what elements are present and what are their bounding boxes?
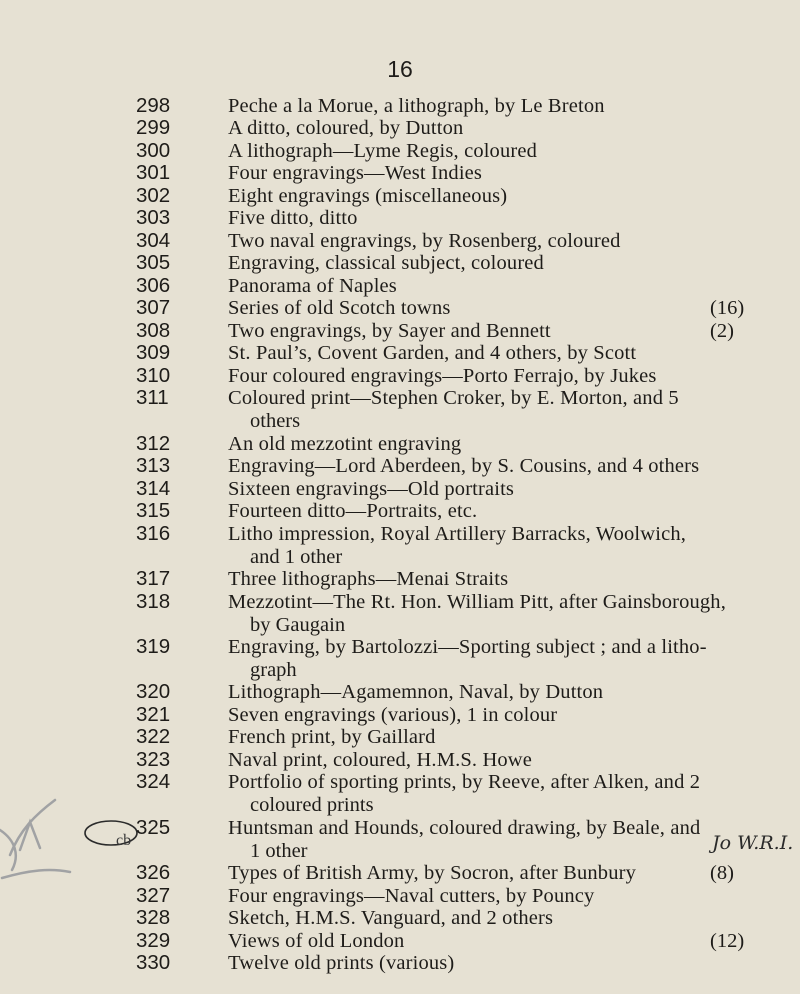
lot-number: 303 bbox=[136, 206, 171, 229]
lot-number: 311 bbox=[136, 386, 169, 409]
lot-description: Panorama of Naples bbox=[228, 275, 397, 297]
lot-description: Sketch, H.M.S. Vanguard, and 2 others bbox=[228, 907, 554, 929]
lot-number: 315 bbox=[136, 499, 171, 522]
lot-description: Views of old London bbox=[228, 930, 405, 952]
lot-number: 300 bbox=[136, 139, 171, 162]
lot-number: 304 bbox=[136, 229, 171, 252]
lot-number: 299 bbox=[136, 116, 171, 139]
lot-description: Naval print, coloured, H.M.S. Howe bbox=[228, 749, 533, 771]
lot-description: A ditto, coloured, by Dutton bbox=[228, 117, 464, 139]
lot-description: Eight engravings (miscellaneous) bbox=[228, 185, 508, 207]
handwritten-margin-note: Jo W.R.I. bbox=[712, 832, 794, 854]
lot-description: Huntsman and Hounds, coloured drawing, by Beale, and bbox=[228, 817, 701, 839]
lot-description-continuation: by Gaugain bbox=[250, 614, 346, 636]
lot-description: French print, by Gaillard bbox=[228, 726, 436, 748]
lot-description: Two naval engravings, by Rosenberg, coloured bbox=[228, 230, 621, 252]
lot-number: 307 bbox=[136, 296, 171, 319]
lot-description: Engraving, by Bartolozzi—Sporting subject ; and a litho- bbox=[228, 636, 707, 658]
lot-description: Litho impression, Royal Artillery Barracks, Woolwich, bbox=[228, 523, 686, 545]
lot-number: 328 bbox=[136, 906, 171, 929]
lot-description: Four engravings—West Indies bbox=[228, 162, 483, 184]
lot-number: 317 bbox=[136, 567, 171, 590]
lot-description: St. Paul’s, Covent Garden, and 4 others, by Scott bbox=[228, 342, 637, 364]
lot-description: Four engravings—Naval cutters, by Pouncy bbox=[228, 885, 595, 907]
lot-description-continuation: and 1 other bbox=[250, 546, 343, 568]
lot-number: 323 bbox=[136, 748, 171, 771]
lot-number: 302 bbox=[136, 184, 171, 207]
lot-description: A lithograph—Lyme Regis, coloured bbox=[228, 140, 537, 162]
lot-number: 310 bbox=[136, 364, 171, 387]
lot-number: 322 bbox=[136, 725, 171, 748]
lot-description: Coloured print—Stephen Croker, by E. Morton, and 5 bbox=[228, 387, 679, 409]
lot-description-continuation: coloured prints bbox=[250, 794, 374, 816]
lot-description: Fourteen ditto—Portraits, etc. bbox=[228, 500, 478, 522]
lot-number: 326 bbox=[136, 861, 171, 884]
lot-number: 316 bbox=[136, 522, 171, 545]
lot-number: 330 bbox=[136, 951, 171, 974]
lot-description: Peche a la Morue, a lithograph, by Le Breton bbox=[228, 95, 605, 117]
pencil-mark: cb bbox=[116, 832, 132, 849]
lot-quantity: (2) bbox=[710, 320, 734, 342]
lot-description: Four coloured engravings—Porto Ferrajo, by Jukes bbox=[228, 365, 657, 387]
lot-description: Engraving—Lord Aberdeen, by S. Cousins, and 4 others bbox=[228, 455, 700, 477]
lot-number: 301 bbox=[136, 161, 171, 184]
lot-number: 313 bbox=[136, 454, 171, 477]
lot-description: Three lithographs—Menai Straits bbox=[228, 568, 509, 590]
lot-description: Twelve old prints (various) bbox=[228, 952, 455, 974]
lot-number: 306 bbox=[136, 274, 171, 297]
lot-number: 298 bbox=[136, 94, 171, 117]
lot-description: Seven engravings (various), 1 in colour bbox=[228, 704, 558, 726]
lot-number: 312 bbox=[136, 432, 171, 455]
lot-description: Engraving, classical subject, coloured bbox=[228, 252, 544, 274]
lot-number: 325 bbox=[136, 816, 171, 839]
lot-number: 305 bbox=[136, 251, 171, 274]
lot-description: Five ditto, ditto bbox=[228, 207, 358, 229]
lot-number: 320 bbox=[136, 680, 171, 703]
page-number: 16 bbox=[387, 56, 413, 82]
lot-quantity: (16) bbox=[710, 297, 745, 319]
lot-quantity: (12) bbox=[710, 930, 745, 952]
lot-description: Series of old Scotch towns bbox=[228, 297, 451, 319]
lot-description: Mezzotint—The Rt. Hon. William Pitt, after Gainsborough, bbox=[228, 591, 726, 613]
lot-number: 309 bbox=[136, 341, 171, 364]
lot-number: 327 bbox=[136, 884, 171, 907]
lot-number: 308 bbox=[136, 319, 171, 342]
lot-quantity: (8) bbox=[710, 862, 734, 884]
lot-description-continuation: 1 other bbox=[250, 840, 308, 862]
lot-description: Lithograph—Agamemnon, Naval, by Dutton bbox=[228, 681, 604, 703]
lot-number: 329 bbox=[136, 929, 171, 952]
lot-description: Two engravings, by Sayer and Bennett bbox=[228, 320, 551, 342]
lot-number: 324 bbox=[136, 770, 171, 793]
lot-number: 314 bbox=[136, 477, 171, 500]
lot-number: 318 bbox=[136, 590, 171, 613]
lot-description-continuation: others bbox=[250, 410, 301, 432]
lot-description: Types of British Army, by Socron, after Bunbury bbox=[228, 862, 636, 884]
lot-number: 321 bbox=[136, 703, 171, 726]
lot-description: Sixteen engravings—Old portraits bbox=[228, 478, 515, 500]
lot-description-continuation: graph bbox=[250, 659, 297, 681]
lot-description: An old mezzotint engraving bbox=[228, 433, 462, 455]
lot-description: Portfolio of sporting prints, by Reeve, after Alken, and 2 bbox=[228, 771, 701, 793]
lot-number: 319 bbox=[136, 635, 171, 658]
